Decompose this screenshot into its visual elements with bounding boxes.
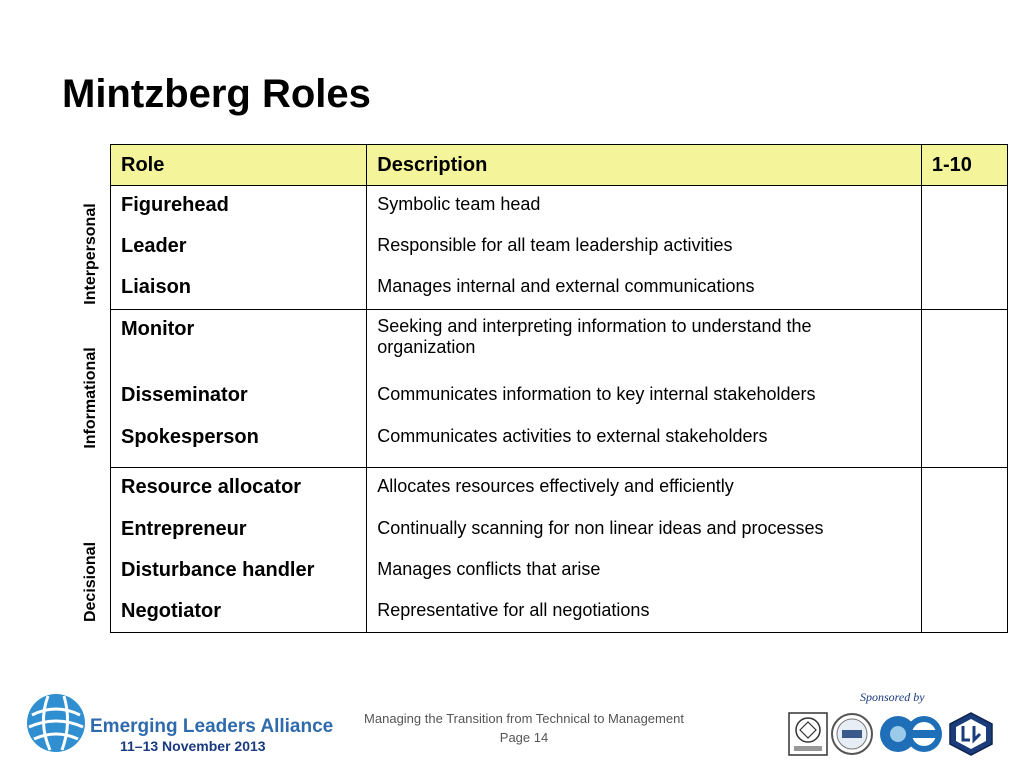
description-cell: Manages conflicts that arise bbox=[367, 551, 922, 592]
course-title: Managing the Transition from Technical to Management bbox=[364, 711, 684, 726]
table-row bbox=[111, 268, 1008, 310]
score-cell-informational[interactable] bbox=[921, 310, 1007, 468]
role-cell: Liaison bbox=[111, 268, 367, 310]
group-label-interpersonal: Interpersonal bbox=[82, 203, 99, 305]
role-cell: Leader bbox=[111, 227, 367, 268]
sponsored-by-label: Sponsored by bbox=[860, 690, 925, 704]
description-cell: Responsible for all team leadership activities bbox=[367, 227, 922, 268]
table-row bbox=[111, 227, 1008, 268]
description-cell: Seeking and interpreting information to understand the organization bbox=[367, 310, 922, 376]
table-header-row bbox=[111, 145, 1008, 186]
mintzberg-roles-table bbox=[110, 144, 1008, 633]
event-date: 11–13 November 2013 bbox=[120, 738, 266, 754]
globe-logo-icon bbox=[26, 693, 86, 753]
table-row bbox=[111, 186, 1008, 227]
score-cell-interpersonal[interactable] bbox=[921, 186, 1007, 310]
table-row bbox=[111, 418, 1008, 468]
description-cell: Communicates information to key internal stakeholders bbox=[367, 376, 922, 418]
table-row bbox=[111, 551, 1008, 592]
table-row bbox=[111, 592, 1008, 633]
table-row bbox=[111, 310, 1008, 376]
footer-center bbox=[346, 709, 702, 747]
group-label-decisional: Decisional bbox=[82, 541, 99, 623]
description-cell: Symbolic team head bbox=[367, 186, 922, 227]
org-name: Emerging Leaders Alliance bbox=[90, 716, 334, 737]
score-cell-decisional[interactable] bbox=[921, 468, 1007, 633]
description-cell: Allocates resources effectively and efficiently bbox=[367, 468, 922, 510]
role-cell: Figurehead bbox=[111, 186, 367, 227]
description-cell: Continually scanning for non linear ideas and processes bbox=[367, 510, 922, 551]
role-cell: Negotiator bbox=[111, 592, 367, 633]
table-row bbox=[111, 376, 1008, 418]
role-cell: Spokesperson bbox=[111, 418, 367, 468]
table-row bbox=[111, 468, 1008, 510]
role-cell: Entrepreneur bbox=[111, 510, 367, 551]
role-cell: Monitor bbox=[111, 310, 367, 376]
mcc-seal-icon bbox=[830, 712, 874, 756]
role-cell: Resource allocator bbox=[111, 468, 367, 510]
description-cell: Communicates activities to external stakeholders bbox=[367, 418, 922, 468]
description-cell: Representative for all negotiations bbox=[367, 592, 922, 633]
header-score: 1-10 bbox=[921, 145, 1007, 186]
page-number: Page 14 bbox=[499, 730, 549, 745]
table-row bbox=[111, 510, 1008, 551]
role-cell: Disturbance handler bbox=[111, 551, 367, 592]
group-label-informational: Informational bbox=[82, 347, 99, 449]
page-title: Mintzberg Roles bbox=[62, 72, 371, 116]
header-role: Role bbox=[111, 145, 367, 186]
description-cell: Manages internal and external communications bbox=[367, 268, 922, 310]
aime-seal-icon bbox=[788, 712, 828, 756]
header-description: Description bbox=[367, 145, 922, 186]
role-cell: Disseminator bbox=[111, 376, 367, 418]
spe-logo-icon bbox=[878, 712, 944, 756]
asce-shield-icon bbox=[948, 712, 994, 756]
